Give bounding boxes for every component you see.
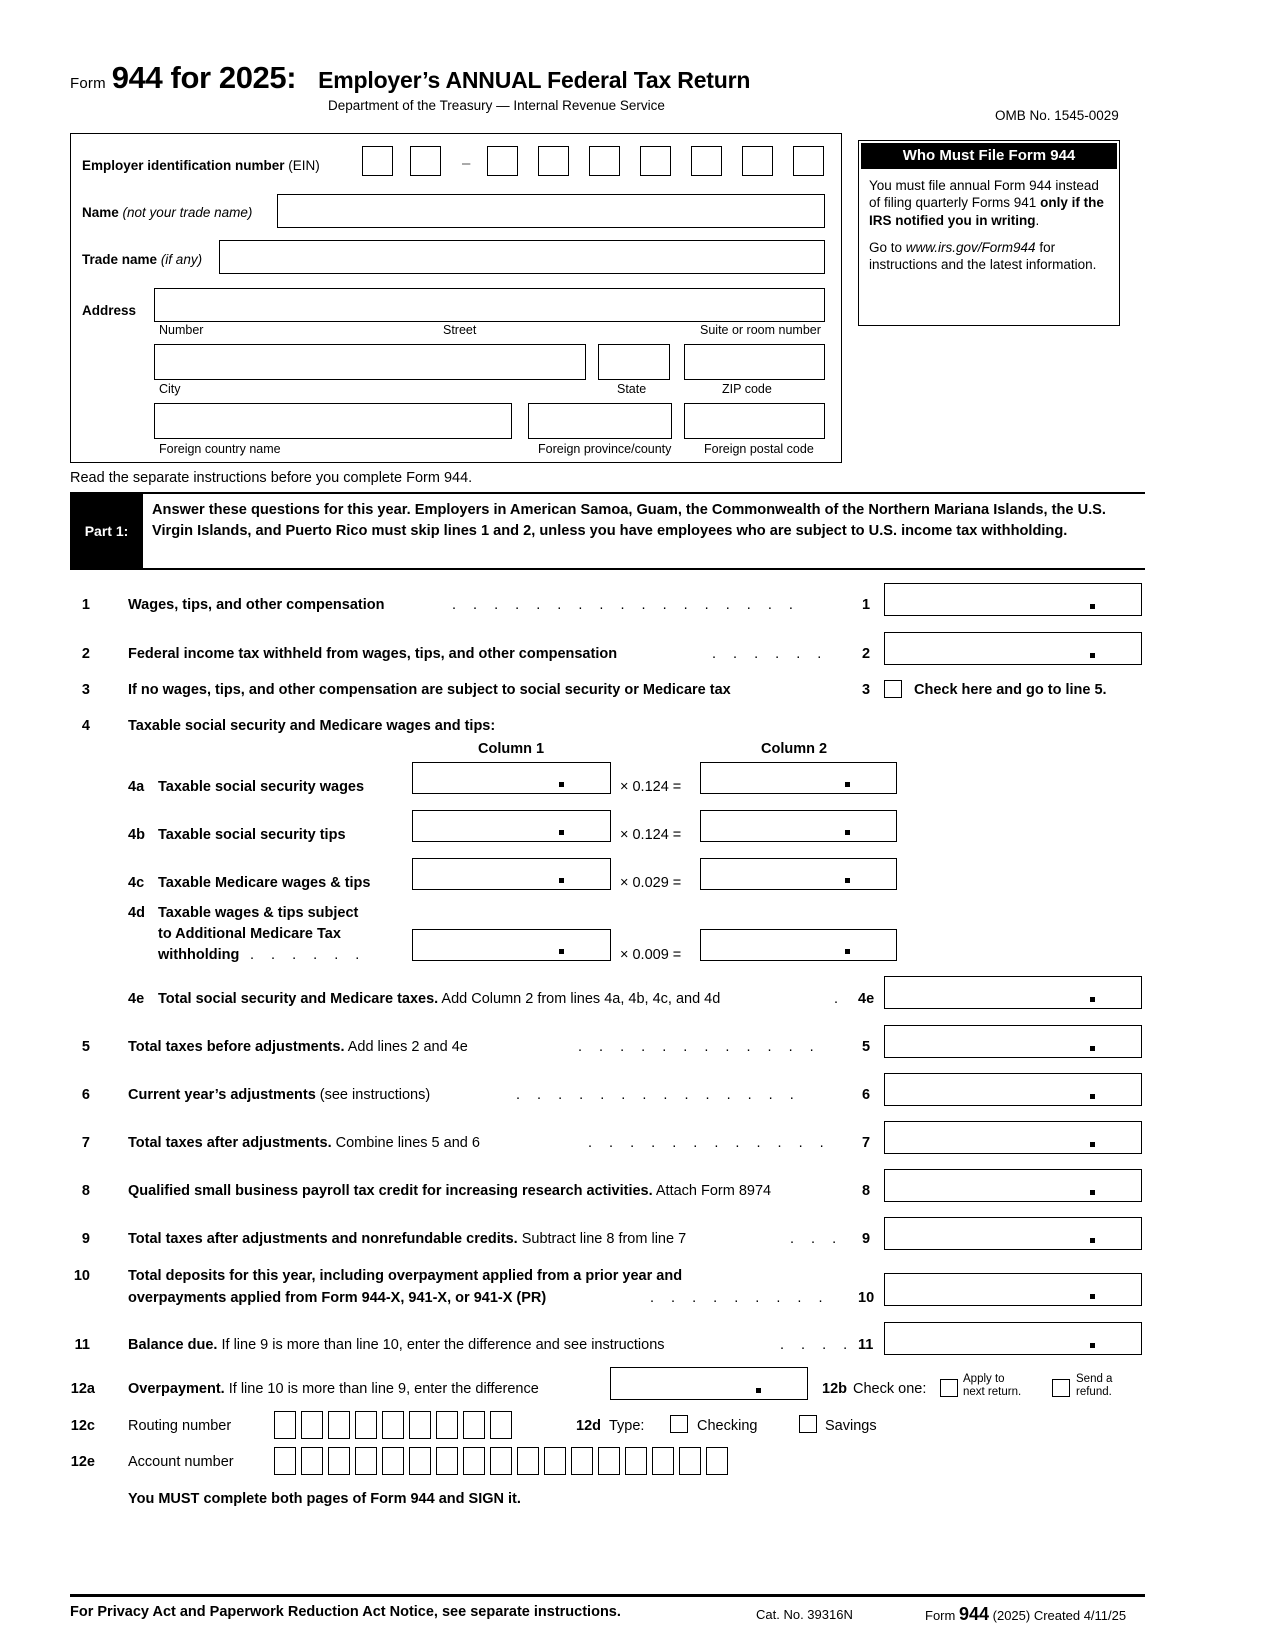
line-4e-text: Total social security and Medicare taxes. Add Column 2 from lines 4a, 4b, 4c, and 4d	[158, 991, 721, 1007]
line-12c-number: 12c	[70, 1418, 95, 1434]
account-number-digit-3[interactable]	[328, 1447, 350, 1475]
who-must-file-heading: Who Must File Form 944	[861, 143, 1117, 169]
sublabel-foreign-postal: Foreign postal code	[704, 442, 814, 456]
line-7-leader: . . . . . . . . . . . .	[588, 1135, 831, 1151]
line-10-leader: . . . . . . . . .	[650, 1290, 829, 1306]
part1-rule-bottom	[70, 568, 1145, 570]
line-5-leader: . . . . . . . . . . . .	[578, 1039, 821, 1055]
line-8-right-number: 8	[862, 1183, 871, 1199]
line-5-text: Total taxes before adjustments. Add lines 2 and 4e	[128, 1039, 468, 1055]
line-6-right-number: 6	[862, 1087, 871, 1103]
who-must-file-text	[859, 169, 1119, 273]
line-1-right-number: 1	[862, 597, 871, 613]
sublabel-state: State	[617, 382, 647, 396]
routing-number-digit-3[interactable]	[328, 1411, 350, 1439]
line-4c-rate: × 0.029 =	[620, 875, 682, 891]
line-11-right-number: 11	[858, 1337, 874, 1353]
sublabel-city: City	[159, 382, 181, 396]
line-1-amount-input[interactable]	[884, 583, 1142, 616]
send-refund-line2: refund.	[1076, 1385, 1112, 1398]
city-input[interactable]	[154, 344, 586, 380]
line-4a-label: 4a	[128, 779, 145, 795]
line-6-amount-input[interactable]	[884, 1073, 1142, 1106]
line-4-text: Taxable social security and Medicare wages and tips:	[128, 718, 496, 734]
line-12a-number: 12a	[70, 1381, 95, 1397]
form-number: 944 for 2025:	[111, 60, 297, 95]
ein-digit-5[interactable]	[589, 146, 620, 176]
line-3-checkbox[interactable]	[884, 680, 902, 698]
zip-input[interactable]	[684, 344, 825, 380]
line-9-leader: . . .	[790, 1231, 843, 1247]
line-12b-send-refund-checkbox[interactable]	[1052, 1379, 1070, 1397]
account-number-digit-15[interactable]	[652, 1447, 674, 1475]
line-6-text: Current year’s adjustments (see instructions)	[128, 1087, 431, 1103]
sublabel-foreign-country: Foreign country name	[159, 442, 281, 456]
part1-instructions: Answer these questions for this year. Employers in American Samoa, Guam, the Commonwealth of the Northern Mariana Islands, the U.S. Virgin Islands, and Puerto Rico must skip lines 1 and 2, unless you have employees who are subject to U.S. income tax withholding.	[152, 502, 1106, 539]
account-number-digit-12[interactable]	[571, 1447, 593, 1475]
line-4d-text-2: to Additional Medicare Tax	[158, 926, 341, 942]
line-12d-number: 12d	[576, 1418, 601, 1434]
account-number-digit-6[interactable]	[409, 1447, 431, 1475]
line-10-number: 10	[73, 1268, 90, 1284]
account-number-digit-7[interactable]	[436, 1447, 458, 1475]
line-8-text: Qualified small business payroll tax credit for increasing research activities. Attach Form 8974	[128, 1183, 772, 1199]
account-number-digit-4[interactable]	[355, 1447, 377, 1475]
line-4a-column2-input[interactable]	[700, 762, 897, 794]
line-12c-label: Routing number	[128, 1418, 232, 1434]
line-4c-column2-input[interactable]	[700, 858, 897, 890]
routing-number-digit-6[interactable]	[409, 1411, 431, 1439]
line-4e-leader: .	[834, 991, 845, 1007]
line-4e-label: 4e	[128, 991, 145, 1007]
ein-digit-2[interactable]	[410, 146, 441, 176]
send-refund-line1: Send a	[1076, 1373, 1113, 1385]
sublabel-street: Street	[443, 323, 477, 337]
account-number-digit-17[interactable]	[706, 1447, 728, 1475]
line-4d-text-1: Taxable wages & tips subject	[158, 905, 359, 921]
name-input[interactable]	[277, 194, 825, 228]
line-8-number: 8	[81, 1183, 90, 1199]
line-10-text-1: Total deposits for this year, including overpayment applied from a prior year and	[128, 1268, 683, 1284]
line-12d-savings-checkbox[interactable]	[799, 1415, 817, 1433]
line-12e-number: 12e	[70, 1454, 95, 1470]
omb-number: OMB No. 1545-0029	[995, 108, 1119, 123]
part1-rule-top	[70, 492, 1145, 494]
ein-digit-7[interactable]	[691, 146, 722, 176]
sublabel-number: Number	[159, 323, 204, 337]
line-7-text: Total taxes after adjustments. Combine lines 5 and 6	[128, 1135, 480, 1151]
line-12b-check-one-label: Check one:	[853, 1381, 927, 1397]
line-6-leader: . . . . . . . . . . . . . .	[516, 1087, 801, 1103]
line-12b-apply-next-return-label	[963, 1373, 1021, 1399]
line-4e-amount-input[interactable]	[884, 976, 1142, 1009]
line-11-leader: . . . .	[780, 1337, 854, 1353]
sublabel-zip: ZIP code	[722, 382, 772, 396]
apply-next-return-line2: next return.	[963, 1385, 1022, 1398]
line-6-number: 6	[81, 1087, 90, 1103]
name-label: Name (not your trade name)	[82, 205, 253, 220]
line-12a-text: Overpayment. If line 10 is more than line 9, enter the difference	[128, 1381, 539, 1397]
line-2-text: Federal income tax withheld from wages, tips, and other compensation	[128, 646, 618, 662]
line-4d-column1-input[interactable]	[412, 929, 611, 961]
trade-name-label: Trade name (if any)	[82, 252, 203, 267]
account-number-digit-14[interactable]	[625, 1447, 647, 1475]
account-number-digit-16[interactable]	[679, 1447, 701, 1475]
address-label: Address	[82, 303, 137, 318]
line-12a-amount-input[interactable]	[610, 1367, 808, 1400]
line-2-amount-input[interactable]	[884, 632, 1142, 665]
ein-digit-4[interactable]	[538, 146, 569, 176]
line-10-right-number: 10	[858, 1290, 875, 1306]
line-4c-column1-input[interactable]	[412, 858, 611, 890]
footer-form-identifier: Form 944 (2025) Created 4/11/25	[925, 1604, 1127, 1624]
state-input[interactable]	[598, 344, 670, 380]
form-title-row	[70, 62, 1150, 94]
line-3-right-number: 3	[862, 682, 871, 698]
line-12d-label: Type:	[609, 1418, 645, 1434]
line-5-number: 5	[81, 1039, 90, 1055]
line-4b-rate: × 0.124 =	[620, 827, 682, 843]
footer-privacy-notice: For Privacy Act and Paperwork Reduction Act Notice, see separate instructions.	[70, 1604, 621, 1620]
trade-name-input[interactable]	[219, 240, 825, 274]
account-number-digit-13[interactable]	[598, 1447, 620, 1475]
foreign-postal-input[interactable]	[684, 403, 825, 439]
ein-digit-3[interactable]	[487, 146, 518, 176]
footer-catalog-number: Cat. No. 39316N	[756, 1607, 853, 1622]
line-11-amount-input[interactable]	[884, 1322, 1142, 1355]
line-4b-column2-input[interactable]	[700, 810, 897, 842]
line-1-leader: . . . . . . . . . . . . . . . . .	[452, 597, 800, 613]
part1-tab: Part 1:	[70, 494, 143, 568]
who-must-file-paragraph-2: Go to www.irs.gov/Form944 for instructions and the latest information.	[869, 239, 1097, 273]
column-2-header: Column 2	[761, 741, 828, 757]
line-4a-column1-input[interactable]	[412, 762, 611, 794]
form-word-label: Form	[70, 75, 106, 92]
line-11-text: Balance due. If line 9 is more than line 10, enter the difference and see instructions	[128, 1337, 665, 1353]
line-12b-apply-next-return-checkbox[interactable]	[940, 1379, 958, 1397]
account-number-digit-9[interactable]	[490, 1447, 512, 1475]
foreign-country-input[interactable]	[154, 403, 512, 439]
line-2-number: 2	[81, 646, 90, 662]
routing-number-digit-7[interactable]	[436, 1411, 458, 1439]
routing-number-digit-8[interactable]	[463, 1411, 485, 1439]
line-5-right-number: 5	[862, 1039, 871, 1055]
account-number-digit-8[interactable]	[463, 1447, 485, 1475]
line-8-amount-input[interactable]	[884, 1169, 1142, 1202]
line-12d-checking-checkbox[interactable]	[670, 1415, 688, 1433]
routing-number-digit-4[interactable]	[355, 1411, 377, 1439]
line-7-right-number: 7	[862, 1135, 871, 1151]
line-4d-column2-input[interactable]	[700, 929, 897, 961]
line-4d-text-3: withholding	[158, 947, 240, 963]
line-1-number: 1	[81, 597, 90, 613]
line-7-number: 7	[81, 1135, 90, 1151]
department-line: Department of the Treasury — Internal Revenue Service	[328, 98, 665, 113]
line-4a-rate: × 0.124 =	[620, 779, 682, 795]
line-10-amount-input[interactable]	[884, 1273, 1142, 1306]
ein-digit-9[interactable]	[793, 146, 824, 176]
address-street-input[interactable]	[154, 288, 825, 322]
foreign-province-input[interactable]	[528, 403, 672, 439]
line-3-check-here-text: Check here and go to line 5.	[914, 682, 1107, 698]
line-4d-label: 4d	[128, 905, 145, 921]
line-11-number: 11	[74, 1337, 90, 1353]
line-9-text: Total taxes after adjustments and nonrefundable credits. Subtract line 8 from line 7	[128, 1231, 687, 1247]
line-12e-label: Account number	[128, 1454, 234, 1470]
sublabel-suite: Suite or room number	[700, 323, 821, 337]
line-4-number: 4	[81, 718, 90, 734]
must-complete-notice: You MUST complete both pages of Form 944 and SIGN it.	[128, 1491, 521, 1507]
ein-label: Employer identification number (EIN)	[82, 158, 320, 173]
who-must-file-paragraph-1: You must file annual Form 944 instead of filing quarterly Forms 941 only if the IRS notified you in writing.	[869, 178, 1104, 228]
line-1-text: Wages, tips, and other compensation	[128, 597, 385, 613]
routing-number-digit-9[interactable]	[490, 1411, 512, 1439]
ein-digit-6[interactable]	[640, 146, 671, 176]
column-1-header: Column 1	[478, 741, 545, 757]
account-number-digit-10[interactable]	[517, 1447, 539, 1475]
line-10-text-2: overpayments applied from Form 944-X, 941-X, or 941-X (PR)	[128, 1290, 547, 1306]
line-7-amount-input[interactable]	[884, 1121, 1142, 1154]
ein-digit-8[interactable]	[742, 146, 773, 176]
line-4e-right-number: 4e	[858, 991, 875, 1007]
line-2-right-number: 2	[862, 646, 871, 662]
line-12b-number: 12b	[822, 1381, 847, 1397]
account-number-digit-1[interactable]	[274, 1447, 296, 1475]
line-9-number: 9	[81, 1231, 90, 1247]
line-2-leader: . . . . . .	[712, 646, 828, 662]
form-title: Employer’s ANNUAL Federal Tax Return	[318, 67, 751, 93]
account-number-digit-5[interactable]	[382, 1447, 404, 1475]
line-9-right-number: 9	[862, 1231, 871, 1247]
line-3-number: 3	[81, 682, 90, 698]
routing-number-digit-2[interactable]	[301, 1411, 323, 1439]
account-number-digit-11[interactable]	[544, 1447, 566, 1475]
who-must-file-box	[858, 140, 1120, 326]
routing-number-digit-1[interactable]	[274, 1411, 296, 1439]
line-4c-text: Taxable Medicare wages & tips	[158, 875, 371, 891]
sublabel-foreign-province: Foreign province/county	[538, 442, 672, 456]
line-4b-text: Taxable social security tips	[158, 827, 346, 843]
footer-rule	[70, 1594, 1145, 1597]
line-4a-text: Taxable social security wages	[158, 779, 365, 795]
account-number-digit-2[interactable]	[301, 1447, 323, 1475]
line-12d-checking-label: Checking	[697, 1418, 758, 1434]
line-9-amount-input[interactable]	[884, 1217, 1142, 1250]
read-instructions-line: Read the separate instructions before you complete Form 944.	[70, 470, 473, 486]
line-3-text: If no wages, tips, and other compensation are subject to social security or Medicare tax	[128, 682, 731, 698]
ein-dash: –	[462, 155, 471, 172]
routing-number-digit-5[interactable]	[382, 1411, 404, 1439]
line-4c-label: 4c	[128, 875, 145, 891]
line-4b-label: 4b	[128, 827, 145, 843]
ein-digit-1[interactable]	[362, 146, 393, 176]
apply-next-return-line1: Apply to	[963, 1373, 1005, 1385]
line-12d-savings-label: Savings	[825, 1418, 877, 1434]
line-4d-leader: . . . . . .	[250, 947, 366, 963]
line-4b-column1-input[interactable]	[412, 810, 611, 842]
line-12b-send-refund-label	[1076, 1373, 1112, 1399]
line-5-amount-input[interactable]	[884, 1025, 1142, 1058]
line-4d-rate: × 0.009 =	[620, 947, 682, 963]
form-header	[70, 62, 1150, 113]
